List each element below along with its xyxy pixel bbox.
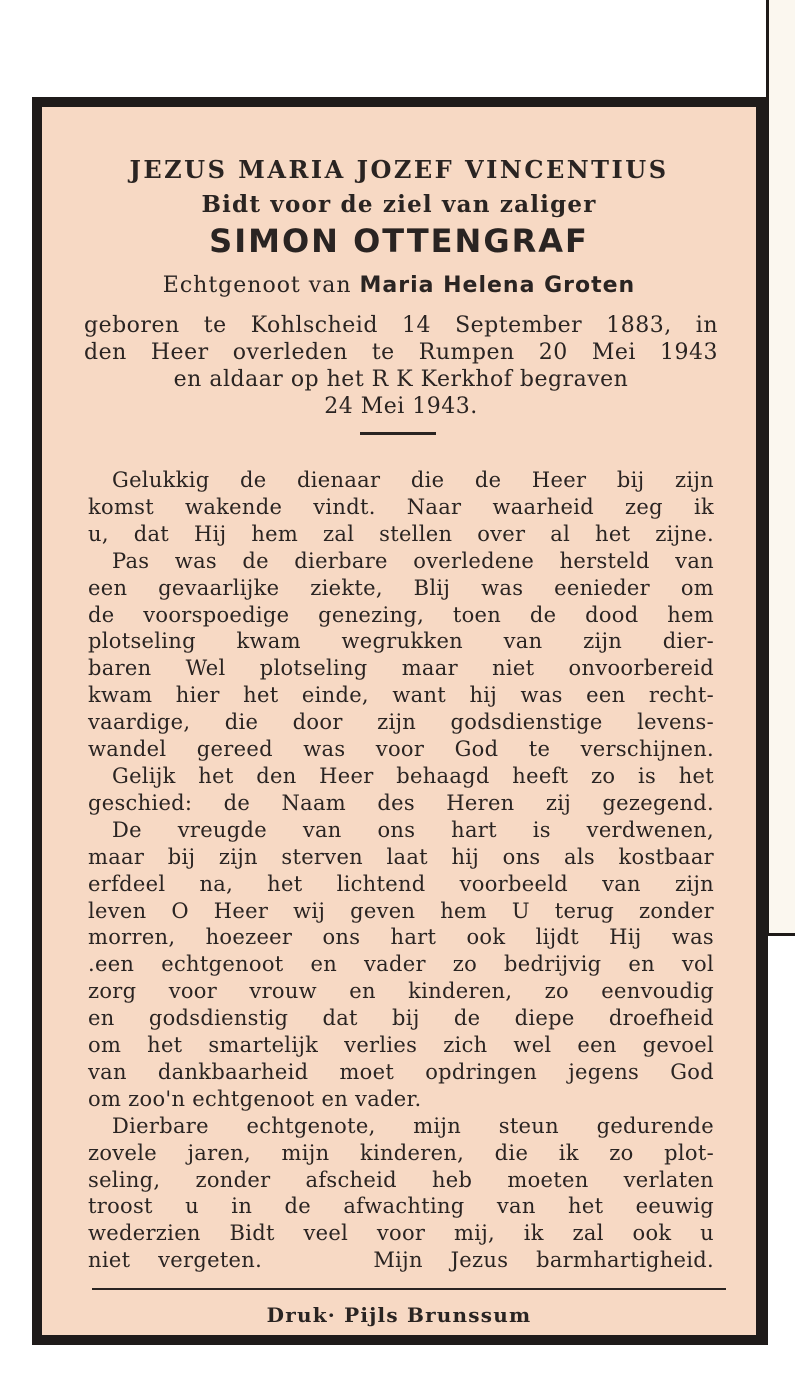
background-card-edge xyxy=(766,0,795,936)
long-divider xyxy=(92,1288,726,1290)
body-line: wederzien Bidt veel voor mij, ik zal ook u xyxy=(88,1221,714,1246)
body-line: de voorspoedige genezing, toen de dood hem xyxy=(88,602,714,627)
spouse-name: Maria Helena Groten xyxy=(359,273,636,298)
body-line: zovele jaren, mijn kinderen, die ik zo plot- xyxy=(88,1140,714,1165)
body-line: Pas was de dierbare overledene hersteld van xyxy=(112,548,714,573)
body-line: De vreugde van ons hart is verdwenen, xyxy=(112,817,714,842)
body-line: om het smartelijk verlies zich wel een gevoel xyxy=(88,1033,714,1058)
body-line: vaardige, die door zijn godsdienstige levens- xyxy=(88,710,714,735)
body-line: van dankbaarheid moet opdringen jegens God xyxy=(88,1059,714,1084)
biography xyxy=(84,312,718,420)
body-line: u, dat Hij hem zal stellen over al het zijne. xyxy=(88,521,714,546)
deceased-name: SIMON OTTENGRAF xyxy=(209,222,589,260)
body-line: kwam hier het einde, want hij was een recht- xyxy=(88,683,714,708)
bio-line: 24 Mei 1943. xyxy=(324,394,478,419)
body-line: maar bij zijn sterven laat hij ons als kostbaar xyxy=(88,844,714,869)
card-panel xyxy=(42,107,756,1335)
body-line: niet vergeten. Mijn Jezus barmhartigheid. xyxy=(88,1248,714,1273)
body-line: Gelijk het den Heer behaagd heeft zo is het xyxy=(112,763,714,788)
bio-line: geboren te Kohlscheid 14 September 1883, in xyxy=(84,313,718,338)
body-line: plotseling kwam wegrukken van zijn dier- xyxy=(88,629,714,654)
spouse-prefix: Echtgenoot van xyxy=(162,273,352,298)
body-line: komst wakende vindt. Naar waarheid zeg ik xyxy=(88,494,714,519)
body-line: .een echtgenoot en vader zo bedrijvig en vol xyxy=(88,952,714,977)
body-line: troost u in de afwachting van het eeuwig xyxy=(88,1194,714,1219)
short-divider xyxy=(360,432,436,435)
body-line: morren, hoezeer ons hart ook lijdt Hij was xyxy=(88,925,714,950)
body-line: seling, zonder afscheid heb moeten verlaten xyxy=(88,1167,714,1192)
body-line: baren Wel plotseling maar niet onvoorbereid xyxy=(88,656,714,681)
body-line: erfdeel na, het lichtend voorbeeld van zijn xyxy=(88,871,714,896)
printer-imprint: Druk· Pijls Brunssum xyxy=(266,1303,532,1327)
body-text xyxy=(88,467,714,1274)
bio-line: den Heer overleden te Rumpen 20 Mei 1943 xyxy=(84,340,718,365)
spouse-line xyxy=(42,273,756,298)
body-line: en godsdienstig dat bij de diepe droefheid xyxy=(88,1006,714,1031)
memorial-card xyxy=(32,97,768,1345)
body-line: wandel gereed was voor God te verschijnen. xyxy=(88,737,714,762)
body-line: leven O Heer wij geven hem U terug zonder xyxy=(88,898,714,923)
invocation-line: JEZUS MARIA JOZEF VINCENTIUS xyxy=(129,155,669,184)
body-line: Dierbare echtgenote, mijn steun gedurende xyxy=(112,1113,714,1138)
body-line: om zoo'n echtgenoot en vader. xyxy=(88,1086,422,1111)
body-line: zorg voor vrouw en kinderen, zo eenvoudig xyxy=(88,979,714,1004)
body-line: een gevaarlijke ziekte, Blij was eenieder om xyxy=(88,575,714,600)
bio-line: en aldaar op het R K Kerkhof begraven xyxy=(173,367,629,392)
body-line: Gelukkig de dienaar die de Heer bij zijn xyxy=(112,468,714,492)
body-line: geschied: de Naam des Heren zij gezegend. xyxy=(88,790,714,815)
prayer-line: Bidt voor de ziel van zaliger xyxy=(201,191,597,218)
